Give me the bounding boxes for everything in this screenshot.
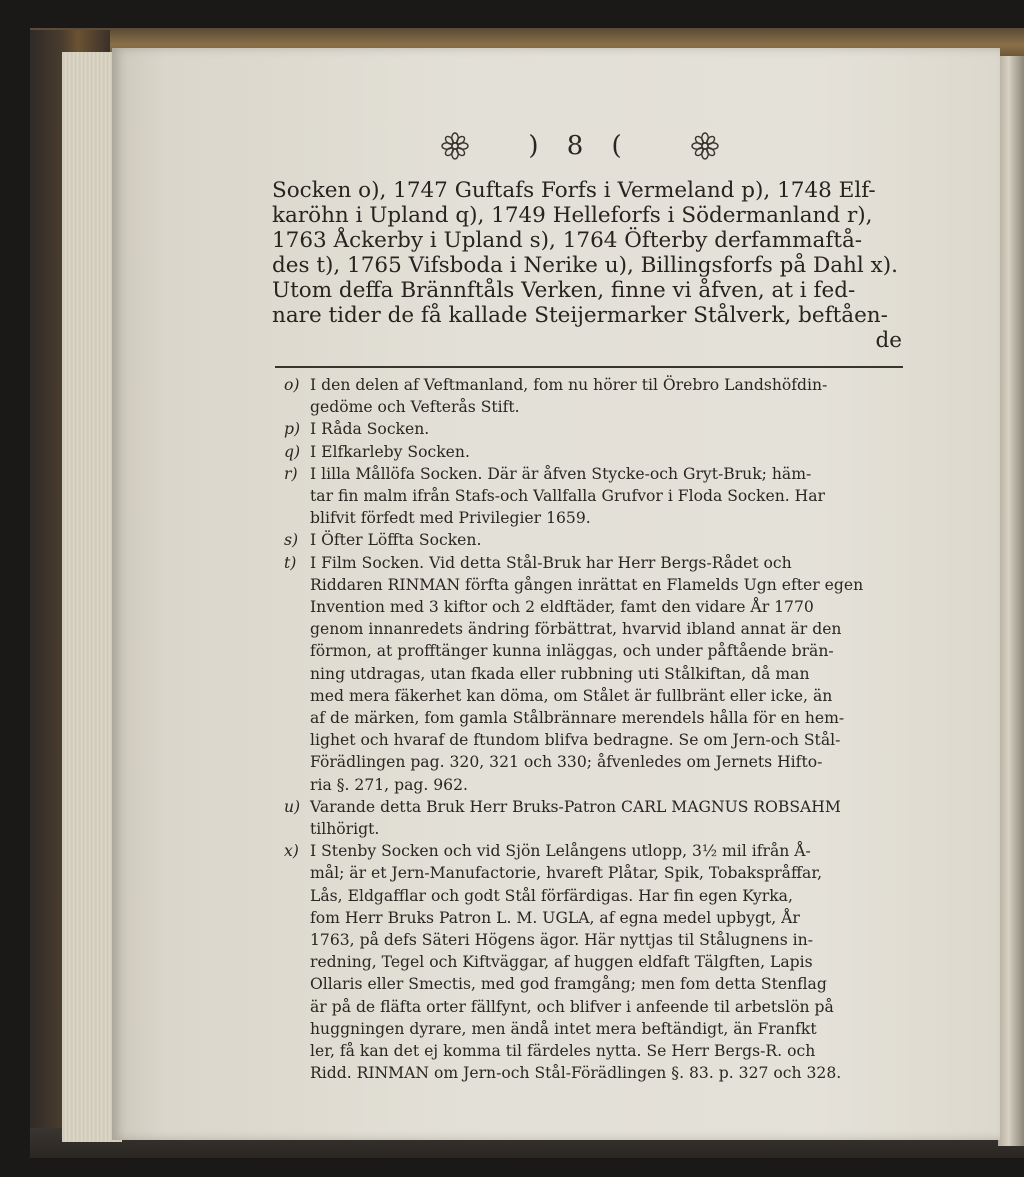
- footnote-line: tar fin malm ifrån Stafs-och Vallfalla Grufvor i Floda Socken. Har: [310, 487, 826, 506]
- body-line: Utom deffa Brännftåls Verken, finne vi åfven, at i fed-: [272, 278, 856, 303]
- footnote-line: af de märken, fom gamla Stålbrännare merendels hålla för en hem-: [310, 709, 845, 728]
- footnote-u: [284, 796, 906, 840]
- footnote-divider: [275, 366, 903, 368]
- footnote-line: Riddaren RINMAN förfta gången inrättat en Flamelds Ugn efter egen: [310, 575, 864, 594]
- footnote-line: ler, få kan det ej komma til färdeles nytta. Se Herr Bergs-R. och: [310, 1042, 816, 1061]
- footnote-line: huggningen dyrare, men ändå intet mera beftändigt, än Franfkt: [310, 1019, 817, 1038]
- footnote-line: I den delen af Veftmanland, fom nu hörer til Örebro Landshöfdin-: [310, 376, 828, 394]
- footnote-mark: p): [284, 420, 301, 439]
- footnote-r: [284, 463, 906, 530]
- footnote-mark: s): [284, 531, 299, 550]
- body-line: Socken o), 1747 Guftafs Forfs i Vermeland p), 1748 Elf-: [272, 178, 876, 203]
- rosette-ornament-icon: [690, 131, 720, 161]
- footnote-mark: r): [284, 464, 298, 483]
- footnote-line: mål; är et Jern-Manufactorie, hvareft Plåtar, Spik, Tobakspråffar,: [310, 864, 823, 883]
- footnote-line: ning utdragas, utan fkada eller rubbning uti Stålkiftan, då man: [310, 664, 810, 683]
- footnote-t: [284, 552, 906, 796]
- footnote-mark: x): [284, 842, 299, 861]
- body-line: des t), 1765 Vifsboda i Nerike u), Billingsforfs på Dahl x).: [272, 253, 898, 278]
- footnote-o: [284, 374, 906, 418]
- footnote-q: [284, 441, 906, 463]
- footnote-line: I Öfter Löffta Socken.: [310, 531, 482, 550]
- footnote-line: genom innanredets ändring förbättrat, hvarvid ibland annat är den: [310, 620, 842, 639]
- footnote-line: 1763, på defs Säteri Högens ägor. Här nyttjas til Stålugnens in-: [310, 931, 813, 950]
- footnotes: [284, 374, 906, 1085]
- footnote-line: Ridd. RINMAN om Jern-och Stål-Förädlingen §. 83. p. 327 och 328.: [310, 1064, 842, 1083]
- footnote-line: Förädlingen pag. 320, 321 och 330; åfvenledes om Jernets Hifto-: [310, 753, 823, 772]
- rosette-ornament-icon: [440, 131, 470, 161]
- footnote-mark: u): [284, 797, 301, 816]
- footnote-mark: t): [284, 553, 297, 572]
- footnote-p: [284, 418, 906, 440]
- footnote-line: blifvit förfedt med Privilegier 1659.: [310, 509, 591, 528]
- footnote-line: är på de fläfta orter fällfynt, och blifver i anfeende til arbetslön på: [310, 997, 834, 1016]
- catchword: de: [875, 328, 902, 353]
- footnote-mark: q): [284, 442, 301, 461]
- footnote-line: ria §. 271, pag. 962.: [310, 775, 468, 794]
- footnote-line: med mera fäkerhet kan döma, om Stålet är fullbränt eller icke, än: [310, 686, 833, 705]
- footnote-line: I Film Socken. Vid detta Stål-Bruk har Herr Bergs-Rådet och: [310, 553, 792, 572]
- main-body-text: [272, 178, 902, 353]
- footnote-line: fom Herr Bruks Patron L. M. UGLA, af egna medel upbygt, År: [310, 908, 800, 927]
- footnote-line: tilhörigt.: [310, 820, 380, 839]
- body-line: nare tider de få kallade Steijermarker Stålverk, beftåen-: [272, 303, 888, 328]
- footnote-line: Invention med 3 kiftor och 2 eldftäder, famt den vidare År 1770: [310, 598, 814, 617]
- footnote-line: Lås, Eldgafflar och godt Stål förfärdigas. Har fin egen Kyrka,: [310, 886, 793, 905]
- footnote-line: förmon, at profftänger kunna inläggas, och under påftående brän-: [310, 642, 834, 661]
- page-header: [440, 128, 720, 164]
- footnote-mark: o): [284, 376, 300, 394]
- footnote-line: redning, Tegel och Kiftväggar, af huggen eldfaft Tälgften, Lapis: [310, 953, 813, 972]
- footnote-x: [284, 840, 906, 1084]
- body-line: 1763 Åckerby i Upland s), 1764 Öfterby derfammaftå-: [272, 228, 863, 253]
- footnote-line: I Råda Socken.: [310, 420, 430, 439]
- body-line: karöhn i Upland q), 1749 Helleforfs i Södermanland r),: [272, 203, 873, 228]
- footnote-line: I Stenby Socken och vid Sjön Lelångens utlopp, 3½ mil ifrån Å-: [310, 842, 811, 861]
- page-number: ) 8 (: [528, 131, 632, 161]
- footnote-line: I Elfkarleby Socken.: [310, 442, 470, 461]
- footnote-line: gedöme och Vefterås Stift.: [310, 398, 520, 417]
- footnote-line: Ollaris eller Smectis, med god framgång; men fom detta Stenflag: [310, 975, 827, 994]
- footnote-line: lighet och hvaraf de ftundom blifva bedragne. Se om Jern-och Stål-: [310, 731, 841, 750]
- page-right-edge: [998, 56, 1024, 1146]
- footnote-line: I lilla Mållöfa Socken. Där är åfven Stycke-och Gryt-Bruk; häm-: [310, 464, 812, 483]
- footnote-line: Varande detta Bruk Herr Bruks-Patron CARL MAGNUS ROBSAHM: [310, 797, 841, 816]
- footnote-s: [284, 529, 906, 551]
